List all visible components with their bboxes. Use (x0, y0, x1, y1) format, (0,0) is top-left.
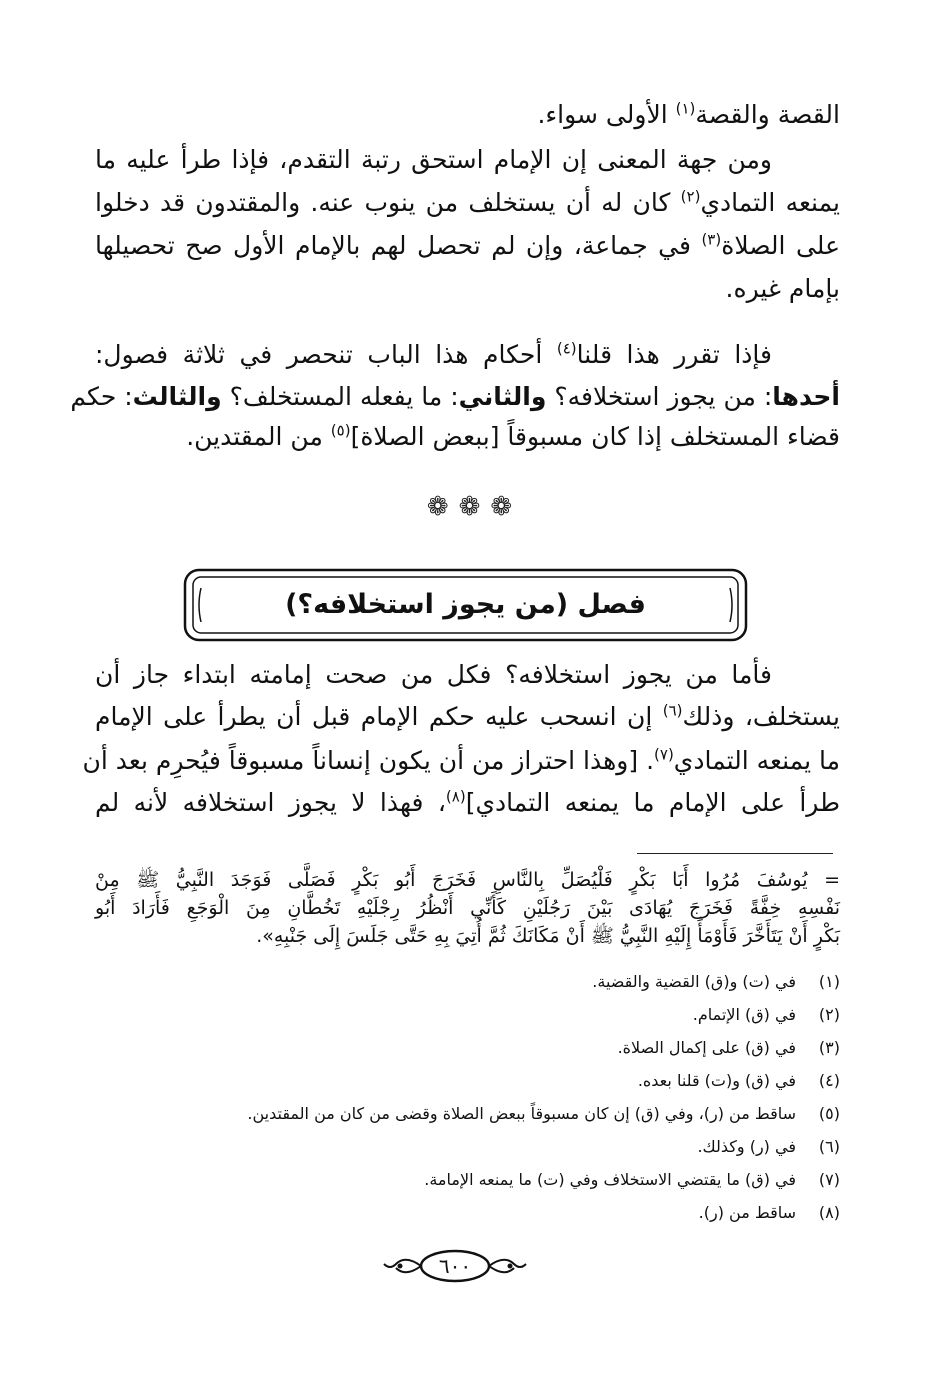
footnote-ref[interactable]: (٢) (680, 187, 701, 206)
text: : حكم (70, 382, 133, 411)
text: كان له أن يستخلف من ينوب عنه. والمقتدون قد دخلوا (95, 188, 681, 217)
page-number: ٦٠٠ (438, 1254, 472, 1278)
text: في جماعة، وإن لم تحصل لهم بالإمام الأول صح تحصيلها (95, 231, 702, 260)
footnote-item (618, 1032, 840, 1064)
body-line (95, 183, 840, 223)
text: بإمام غيره. (725, 274, 840, 303)
footnote-text: ساقط من (ر). (698, 1203, 796, 1222)
bold-term: والثاني (458, 382, 547, 411)
footnote-ref[interactable]: (٣) (701, 230, 722, 249)
separator-stars: ❁❁❁ (426, 492, 523, 522)
text: قضاء المستخلف إذا كان مسبوقاً [ببعض الصلاة] (350, 422, 840, 451)
footnote-item (693, 999, 840, 1031)
text: الأولى سواء. (537, 100, 676, 129)
text: ما يمنعه التمادي (673, 746, 840, 775)
body-line (95, 783, 840, 823)
section-heading: فصل (من يجوز استخلافه؟) (285, 589, 646, 620)
footnote-number: (٥) (818, 1104, 840, 1123)
footnote-ref[interactable]: (١) (675, 99, 696, 118)
text: فإذا تقرر هذا قلنا (576, 340, 772, 369)
footnote-text: في (ق) ما يقتضي الاستخلاف وفي (ت) ما يمنعه الإمامة. (424, 1170, 796, 1189)
footnote-item (247, 1098, 840, 1130)
footnote-ref[interactable]: (٥) (330, 421, 351, 440)
bold-term: والثالث (132, 382, 222, 411)
body-line (95, 140, 840, 180)
text: من المقتدين. (186, 422, 331, 451)
footnote-number: (٢) (818, 1005, 840, 1024)
bold-term: أحدها (772, 382, 840, 411)
body-line (95, 269, 840, 309)
text: طرأ على الإمام ما يمنعه التمادي] (465, 788, 840, 817)
body-line (95, 95, 840, 135)
text: إن انسحب عليه حكم الإمام قبل أن يطرأ على الإمام (95, 702, 663, 731)
footnote-ref[interactable]: (٧) (654, 745, 674, 764)
text: . [وهذا احتراز من أن يكون إنساناً مسبوقاً فيُحرِم بعد أن (82, 746, 655, 775)
footnote-number: (٨) (818, 1203, 840, 1222)
body-line (95, 335, 840, 375)
footnote-line: نَفْسِهِ خِفَّةً فَخَرَجَ يُهَادَى بَيْنَ رَجُلَيْنِ كَأَنِّي أَنْظُرُ رِجْلَيْهِ تَخُطَّانِ مِنَ الْوَجَعِ فَأَرَادَ أَبُو (95, 897, 840, 919)
text: القصة والقصة (695, 100, 840, 129)
body-line (70, 377, 840, 417)
footnote-text: في (ق) الإتمام. (692, 1005, 796, 1024)
footnote-text: في (ر) وكذلك. (697, 1137, 796, 1156)
body-line (95, 226, 840, 266)
page-number-ornament (380, 1248, 530, 1284)
footnote-text: في (ق) على إكمال الصلاة. (617, 1038, 796, 1057)
footnote-number: (٦) (818, 1137, 840, 1156)
footnote-ref[interactable]: (٤) (556, 339, 577, 358)
footnote-number: (٤) (818, 1071, 840, 1090)
footnote-item (638, 1065, 840, 1097)
footnote-item (592, 966, 840, 998)
footnote-number: (١) (818, 972, 840, 991)
body-line (82, 741, 840, 781)
footnote-ref[interactable]: (٦) (662, 701, 683, 720)
text: ، فهذا لا يجوز استخلافه لأنه لم (95, 788, 446, 817)
text: ومن جهة المعنى إن الإمام استحق رتبة التقدم، فإذا طرأ عليه ما (95, 145, 772, 174)
section-heading-frame (183, 568, 748, 642)
footnote-number: (٣) (818, 1038, 840, 1057)
text: : ما يفعله المستخلف؟ (221, 382, 459, 411)
text: أحكام هذا الباب تنحصر في ثلاثة فصول: (95, 340, 557, 369)
body-line (95, 697, 840, 737)
body-line (95, 417, 840, 457)
body-line (95, 655, 840, 695)
footnote-number: (٧) (818, 1170, 840, 1189)
footnote-text: في (ق) و(ت) قلنا بعده. (637, 1071, 796, 1090)
footnote-text: ساقط من (ر)، وفي (ق) إن كان مسبوقاً ببعض الصلاة وقضى من كان من المقتدين. (247, 1104, 796, 1123)
footnote-line: بَكْرٍ أَنْ يَتَأَخَّرَ فَأَوْمَأَ إِلَيْهِ النَّبِيُّ ﷺ أَنْ مَكَانَكَ ثُمَّ أُتِيَ بِهِ حَتَّى جَلَسَ إِلَى جَنْبِهِ». (256, 925, 840, 947)
text: على الصلاة (721, 231, 840, 260)
text: يمنعه التمادي (700, 188, 840, 217)
footnote-ref[interactable]: (٨) (445, 787, 466, 806)
footnote-separator (637, 853, 833, 854)
footnote-item (424, 1164, 840, 1196)
footnote-item (697, 1131, 840, 1163)
text: فأما من يجوز استخلافه؟ فكل من صحت إمامته ابتداء جاز أن (95, 660, 772, 689)
footnote-text: في (ت) و(ق) القضية والقضية. (592, 972, 796, 991)
text: يستخلف، وذلك (682, 702, 840, 731)
footnote-line: = يُوسُفَ مُرُوا أَبَا بَكْرٍ فَلْيُصَلِّ بِالنَّاسِ فَخَرَجَ أَبُو بَكْرٍ فَصَلَّى فَوَجَدَ النَّبِيُّ ﷺ مِنْ (95, 869, 840, 891)
text: : من يجوز استخلافه؟ (546, 382, 773, 411)
footnote-item (699, 1197, 840, 1229)
